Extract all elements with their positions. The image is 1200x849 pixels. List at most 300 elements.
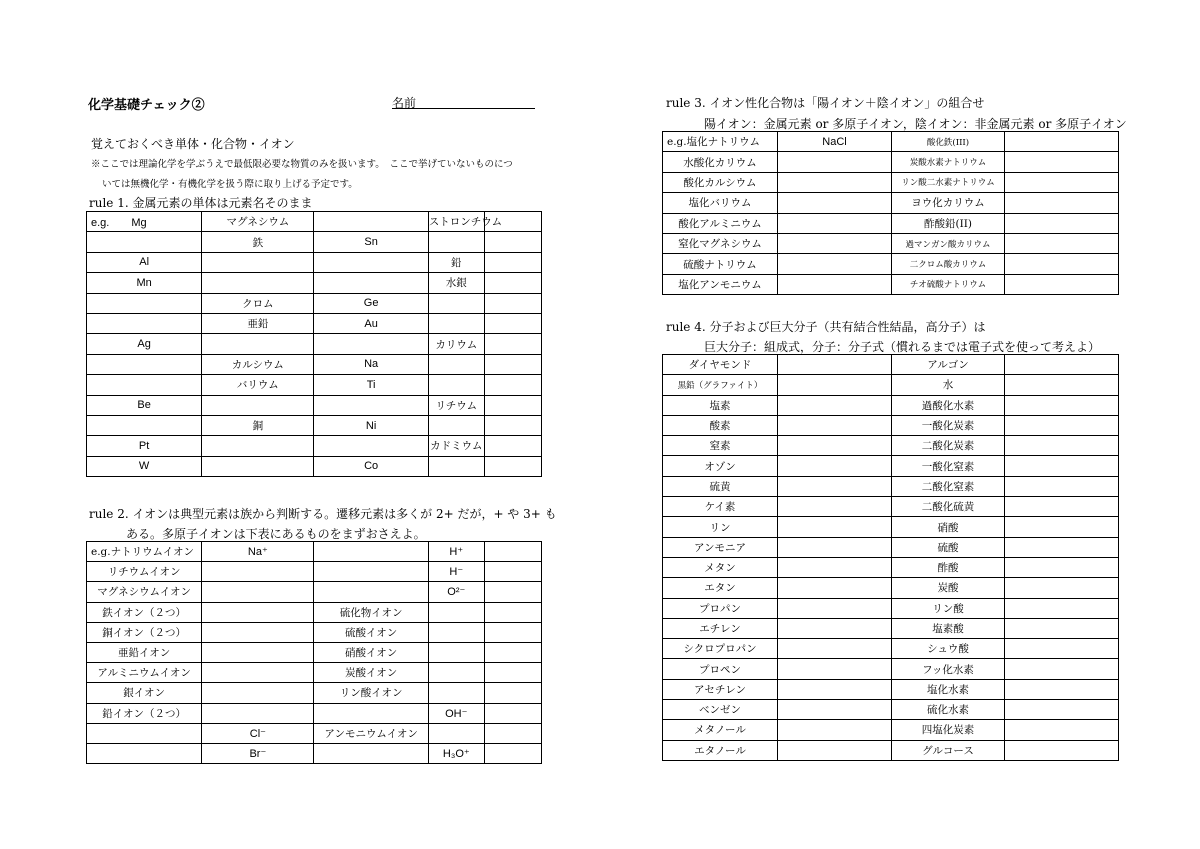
answer-cell (87, 313, 202, 333)
answer-cell (202, 252, 314, 272)
prompt-cell: シュウ酸 (892, 639, 1005, 659)
prompt-cell: 過酸化水素 (892, 395, 1005, 415)
prompt-cell: 炭酸水素ナトリウム (892, 152, 1005, 172)
prompt-cell: バリウム (202, 375, 314, 395)
rule4-row (663, 436, 1119, 456)
prompt-cell: リン酸イオン (314, 683, 428, 703)
answer-cell (778, 598, 892, 618)
rule1-row (87, 252, 542, 272)
answer-cell (778, 375, 892, 395)
answer-cell (1005, 700, 1119, 720)
prompt-cell: 鉛イオン（２つ） (87, 703, 202, 723)
prompt-cell: Al (87, 252, 202, 272)
prompt-cell: NaCl (778, 132, 892, 152)
prompt-cell: 塩化バリウム (663, 193, 778, 213)
name-underline (392, 108, 535, 109)
prompt-cell: 銅イオン（２つ） (87, 622, 202, 642)
answer-cell (314, 252, 428, 272)
answer-cell (778, 476, 892, 496)
rule2-row (87, 622, 542, 642)
prompt-cell: メタノール (663, 720, 778, 740)
prompt-cell: カルシウム (202, 354, 314, 374)
answer-cell (428, 375, 484, 395)
answer-cell (778, 517, 892, 537)
prompt-cell: 酸化アルミニウム (663, 213, 778, 233)
prompt-cell: ベンゼン (663, 700, 778, 720)
answer-cell (778, 436, 892, 456)
answer-cell (484, 622, 541, 642)
answer-cell (1005, 517, 1119, 537)
intro-heading: 覚えておくべき単体・化合物・イオン (91, 137, 295, 151)
prompt-cell: 窒化マグネシウム (663, 233, 778, 253)
prompt-cell: 硫化水素 (892, 700, 1005, 720)
prompt-cell: 二クロム酸カリウム (892, 254, 1005, 274)
prompt-cell: H⁻ (428, 562, 484, 582)
prompt-cell: リン酸 (892, 598, 1005, 618)
rule3-heading: rule 3. イオン性化合物は「陽イオン＋陰イオン」の組合せ (666, 96, 985, 110)
answer-cell (1005, 213, 1119, 233)
prompt-cell: e.g.ナトリウムイオン (87, 542, 202, 562)
rule3-row (663, 213, 1119, 233)
answer-cell (202, 334, 314, 354)
rule3-row (663, 172, 1119, 192)
answer-cell (484, 252, 541, 272)
prompt-cell: メタン (663, 557, 778, 577)
prompt-cell: 硫酸ナトリウム (663, 254, 778, 274)
prompt-cell: e.g.塩化ナトリウム (663, 132, 778, 152)
intro-note-line2: いては無機化学・有機化学を扱う際に取り上げる予定です。 (102, 179, 358, 190)
answer-cell (778, 415, 892, 435)
rule1-heading: rule 1. 金属元素の単体は元素名そのまま (89, 196, 313, 210)
prompt-cell: 過マンガン酸カリウム (892, 233, 1005, 253)
answer-cell (778, 537, 892, 557)
answer-cell (314, 562, 428, 582)
answer-cell (202, 436, 314, 456)
answer-cell (202, 456, 314, 476)
answer-cell (314, 273, 428, 293)
answer-cell (87, 232, 202, 252)
name-label: 名前 (392, 96, 417, 110)
answer-cell (428, 642, 484, 662)
answer-cell (1005, 578, 1119, 598)
answer-cell (484, 723, 541, 743)
prompt-cell: 酸化鉄(III) (892, 132, 1005, 152)
rule4-row (663, 598, 1119, 618)
answer-cell (1005, 132, 1119, 152)
rule3-row (663, 132, 1119, 152)
prompt-cell: OH⁻ (428, 703, 484, 723)
prompt-cell: 鉄 (202, 232, 314, 252)
prompt-cell: エチレン (663, 618, 778, 638)
rule2-row (87, 663, 542, 683)
answer-cell (484, 663, 541, 683)
answer-cell (202, 602, 314, 622)
prompt-cell: シクロプロパン (663, 639, 778, 659)
prompt-cell: 窒素 (663, 436, 778, 456)
answer-cell (484, 683, 541, 703)
prompt-cell: Na (314, 354, 428, 374)
answer-cell (778, 456, 892, 476)
rule1-row (87, 395, 542, 415)
prompt-cell: クロム (202, 293, 314, 313)
answer-cell (428, 354, 484, 374)
answer-cell (1005, 537, 1119, 557)
prompt-cell: 硝酸 (892, 517, 1005, 537)
rule3-row (663, 193, 1119, 213)
answer-cell (778, 233, 892, 253)
prompt-cell: 鉄イオン（２つ） (87, 602, 202, 622)
rule4-row (663, 375, 1119, 395)
rule4-row (663, 497, 1119, 517)
rule1-row (87, 354, 542, 374)
rule4-row (663, 700, 1119, 720)
prompt-cell: プロペン (663, 659, 778, 679)
answer-cell (428, 313, 484, 333)
prompt-cell: Au (314, 313, 428, 333)
answer-cell (428, 602, 484, 622)
answer-cell (314, 743, 428, 763)
answer-cell (87, 375, 202, 395)
rule1-row (87, 334, 542, 354)
answer-cell (1005, 172, 1119, 192)
answer-cell (87, 743, 202, 763)
rule2-row (87, 542, 542, 562)
prompt-cell: 鉛 (428, 252, 484, 272)
answer-cell (484, 375, 541, 395)
rule4-row (663, 517, 1119, 537)
answer-cell (202, 395, 314, 415)
prompt-cell: ダイヤモンド (663, 355, 778, 375)
answer-cell (202, 642, 314, 662)
answer-cell (778, 213, 892, 233)
answer-cell (484, 703, 541, 723)
rule4-row (663, 476, 1119, 496)
prompt-cell: 酸化カルシウム (663, 172, 778, 192)
answer-cell (1005, 679, 1119, 699)
prompt-cell: 硫酸 (892, 537, 1005, 557)
prompt-cell: Be (87, 395, 202, 415)
prompt-cell: リン (663, 517, 778, 537)
rule4-row (663, 537, 1119, 557)
answer-cell (1005, 598, 1119, 618)
answer-cell (484, 395, 541, 415)
rule4-row (663, 557, 1119, 577)
rule4-row (663, 679, 1119, 699)
prompt-cell: 酸素 (663, 415, 778, 435)
prompt-cell: ヨウ化カリウム (892, 193, 1005, 213)
answer-cell (484, 642, 541, 662)
answer-cell (314, 395, 428, 415)
rule4-subheading: 巨大分子：組成式，分子：分子式（慣れるまでは電子式を使って考えよ） (704, 340, 1101, 354)
answer-cell (778, 740, 892, 760)
answer-cell (484, 293, 541, 313)
prompt-cell: 硫化物イオン (314, 602, 428, 622)
answer-cell (202, 582, 314, 602)
prompt-cell: Ge (314, 293, 428, 313)
prompt-cell: 四塩化炭素 (892, 720, 1005, 740)
rule2-heading-line1: rule 2. イオンは典型元素は族から判断する。遷移元素は多くが 2+ だが，+ や 3+ も (89, 507, 557, 521)
rule4-heading: rule 4. 分子および巨大分子（共有結合性結晶，高分子）は (666, 320, 986, 334)
prompt-cell: カリウム (428, 334, 484, 354)
prompt-cell: 銅 (202, 415, 314, 435)
prompt-cell: エタン (663, 578, 778, 598)
rule2-row (87, 743, 542, 763)
answer-cell (778, 679, 892, 699)
prompt-cell: フッ化水素 (892, 659, 1005, 679)
prompt-cell: リチウムイオン (87, 562, 202, 582)
prompt-cell: 銀イオン (87, 683, 202, 703)
answer-cell (87, 354, 202, 374)
answer-cell (428, 622, 484, 642)
answer-cell (1005, 436, 1119, 456)
rule3-table-body (663, 132, 1119, 295)
intro-note-line1: ※ここでは理論化学を学ぶうえで最低限必要な物質のみを扱います。 ここで挙げていないものにつ (91, 159, 513, 170)
answer-cell (202, 663, 314, 683)
rule2-row (87, 683, 542, 703)
rule3-table (662, 131, 1119, 295)
prompt-cell: アルミニウムイオン (87, 663, 202, 683)
answer-cell (484, 542, 541, 562)
answer-cell (778, 395, 892, 415)
prompt-cell: H⁺ (428, 542, 484, 562)
answer-cell (484, 354, 541, 374)
prompt-cell: アンモニア (663, 537, 778, 557)
prompt-cell: Co (314, 456, 428, 476)
prompt-cell: 酢酸 (892, 557, 1005, 577)
rule4-row (663, 578, 1119, 598)
answer-cell (778, 639, 892, 659)
answer-cell (484, 562, 541, 582)
rule1-row (87, 232, 542, 252)
prompt-cell: 二酸化硫黄 (892, 497, 1005, 517)
rule3-subheading: 陽イオン：金属元素 or 多原子イオン，陰イオン：非金属元素 or 多原子イオン (704, 117, 1127, 131)
prompt-cell: カドミウム (428, 436, 484, 456)
prompt-cell: 二酸化炭素 (892, 436, 1005, 456)
prompt-cell: 塩素酸 (892, 618, 1005, 638)
answer-cell (1005, 639, 1119, 659)
answer-cell (778, 700, 892, 720)
answer-cell (1005, 395, 1119, 415)
answer-cell (484, 415, 541, 435)
answer-cell (314, 703, 428, 723)
prompt-cell: Mn (87, 273, 202, 293)
answer-cell (778, 618, 892, 638)
prompt-cell: Na⁺ (202, 542, 314, 562)
prompt-cell: 水 (892, 375, 1005, 395)
rule2-table-body (87, 542, 542, 764)
answer-cell (484, 436, 541, 456)
rule1-row (87, 415, 542, 435)
rule1-row (87, 313, 542, 333)
prompt-cell: Ti (314, 375, 428, 395)
rule2-heading-line2: ある。多原子イオンは下表にあるものをまずおさえよ。 (126, 527, 426, 541)
answer-cell (484, 334, 541, 354)
prompt-cell: チオ硫酸ナトリウム (892, 274, 1005, 294)
rule4-row (663, 415, 1119, 435)
prompt-cell: 酢酸鉛(II) (892, 213, 1005, 233)
prompt-cell: 一酸化窒素 (892, 456, 1005, 476)
answer-cell (428, 415, 484, 435)
answer-cell (778, 557, 892, 577)
answer-cell (314, 334, 428, 354)
rule1-row (87, 456, 542, 476)
rule4-row (663, 618, 1119, 638)
answer-cell (202, 273, 314, 293)
prompt-cell: W (87, 456, 202, 476)
rule1-table (86, 211, 542, 477)
answer-cell (428, 683, 484, 703)
rule2-row (87, 642, 542, 662)
answer-cell (1005, 415, 1119, 435)
prompt-cell: マグネシウム (202, 212, 314, 232)
answer-cell (1005, 476, 1119, 496)
page-title: 化学基礎チェック② (88, 98, 205, 113)
answer-cell (484, 602, 541, 622)
prompt-cell: アルゴン (892, 355, 1005, 375)
rule4-row (663, 659, 1119, 679)
answer-cell (484, 456, 541, 476)
prompt-cell: 水銀 (428, 273, 484, 293)
rule1-table-body (87, 212, 542, 477)
prompt-cell: e.g. Mg (87, 212, 202, 232)
answer-cell (314, 542, 428, 562)
prompt-cell: 硝酸イオン (314, 642, 428, 662)
prompt-cell: 硫黄 (663, 476, 778, 496)
answer-cell (314, 436, 428, 456)
answer-cell (778, 274, 892, 294)
rule2-row (87, 703, 542, 723)
rule4-table (662, 354, 1119, 761)
prompt-cell: オゾン (663, 456, 778, 476)
rule4-row (663, 720, 1119, 740)
rule2-row (87, 582, 542, 602)
answer-cell (484, 582, 541, 602)
prompt-cell: プロパン (663, 598, 778, 618)
answer-cell (1005, 152, 1119, 172)
rule3-row (663, 152, 1119, 172)
prompt-cell: Cl⁻ (202, 723, 314, 743)
answer-cell (1005, 274, 1119, 294)
answer-cell (484, 743, 541, 763)
rule4-row (663, 639, 1119, 659)
answer-cell (778, 659, 892, 679)
answer-cell (202, 683, 314, 703)
answer-cell (484, 313, 541, 333)
prompt-cell: 水酸化カリウム (663, 152, 778, 172)
answer-cell (778, 172, 892, 192)
prompt-cell: O²⁻ (428, 582, 484, 602)
rule2-row (87, 562, 542, 582)
rule4-row (663, 456, 1119, 476)
answer-cell (484, 273, 541, 293)
rule2-row (87, 723, 542, 743)
answer-cell (428, 232, 484, 252)
prompt-cell: リン酸二水素ナトリウム (892, 172, 1005, 192)
answer-cell (1005, 720, 1119, 740)
answer-cell (1005, 456, 1119, 476)
prompt-cell: アンモニウムイオン (314, 723, 428, 743)
rule4-row (663, 740, 1119, 760)
answer-cell (1005, 375, 1119, 395)
answer-cell (87, 415, 202, 435)
answer-cell (1005, 497, 1119, 517)
answer-cell (428, 723, 484, 743)
answer-cell (778, 254, 892, 274)
rule1-row (87, 273, 542, 293)
answer-cell (1005, 254, 1119, 274)
rule1-row (87, 375, 542, 395)
prompt-cell: 亜鉛イオン (87, 642, 202, 662)
answer-cell (1005, 355, 1119, 375)
prompt-cell: Pt (87, 436, 202, 456)
answer-cell (1005, 659, 1119, 679)
prompt-cell: 亜鉛 (202, 313, 314, 333)
rule3-row (663, 254, 1119, 274)
answer-cell (87, 723, 202, 743)
prompt-cell: Sn (314, 232, 428, 252)
answer-cell (428, 663, 484, 683)
answer-cell (314, 212, 428, 232)
answer-cell (202, 622, 314, 642)
rule2-table (86, 541, 542, 764)
answer-cell (428, 293, 484, 313)
answer-cell (778, 720, 892, 740)
prompt-cell: 塩化水素 (892, 679, 1005, 699)
answer-cell (778, 578, 892, 598)
answer-cell (778, 497, 892, 517)
prompt-cell: ケイ素 (663, 497, 778, 517)
answer-cell (1005, 618, 1119, 638)
prompt-cell: Br⁻ (202, 743, 314, 763)
rule4-row (663, 395, 1119, 415)
answer-cell (1005, 557, 1119, 577)
prompt-cell: Ag (87, 334, 202, 354)
answer-cell (778, 152, 892, 172)
answer-cell (1005, 740, 1119, 760)
rule2-row (87, 602, 542, 622)
rule3-row (663, 233, 1119, 253)
prompt-cell: アセチレン (663, 679, 778, 699)
prompt-cell: ストロンチウム (428, 212, 484, 232)
prompt-cell: 炭酸 (892, 578, 1005, 598)
answer-cell (202, 562, 314, 582)
rule4-table-body (663, 355, 1119, 761)
prompt-cell: 黒鉛（グラファイト） (663, 375, 778, 395)
answer-cell (778, 193, 892, 213)
prompt-cell: 炭酸イオン (314, 663, 428, 683)
prompt-cell: H₃O⁺ (428, 743, 484, 763)
prompt-cell: エタノール (663, 740, 778, 760)
rule4-row (663, 355, 1119, 375)
prompt-cell: 二酸化窒素 (892, 476, 1005, 496)
answer-cell (87, 293, 202, 313)
answer-cell (428, 456, 484, 476)
rule1-row (87, 436, 542, 456)
prompt-cell: 塩素 (663, 395, 778, 415)
answer-cell (778, 355, 892, 375)
prompt-cell: 塩化アンモニウム (663, 274, 778, 294)
rule1-row (87, 293, 542, 313)
answer-cell (314, 582, 428, 602)
answer-cell (484, 232, 541, 252)
rule3-row (663, 274, 1119, 294)
rule1-row (87, 212, 542, 232)
prompt-cell: リチウム (428, 395, 484, 415)
prompt-cell: Ni (314, 415, 428, 435)
answer-cell (1005, 233, 1119, 253)
prompt-cell: マグネシウムイオン (87, 582, 202, 602)
answer-cell (1005, 193, 1119, 213)
